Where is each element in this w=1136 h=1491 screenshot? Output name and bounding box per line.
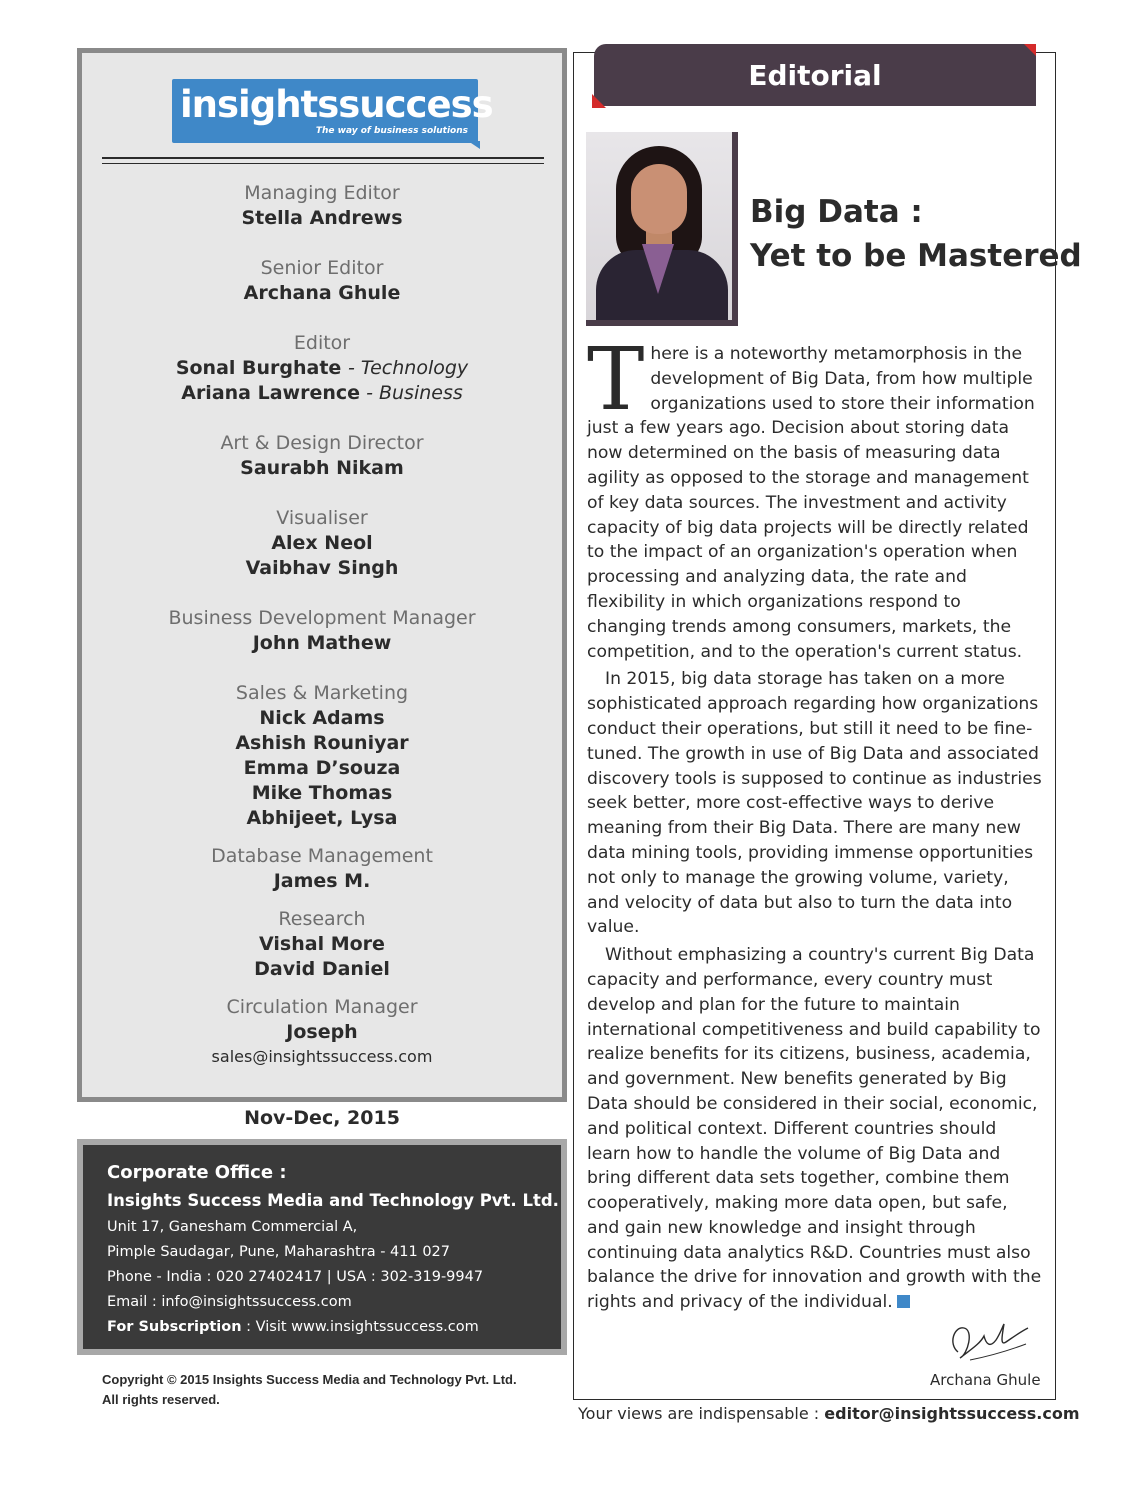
drop-cap: T	[587, 330, 645, 430]
sales-email-link[interactable]: sales@insightssuccess.com	[211, 1047, 433, 1066]
headline-line: Yet to be Mastered	[750, 238, 1082, 274]
staff-name: David Daniel	[254, 958, 390, 980]
staff-role: Business Development Manager	[168, 607, 476, 629]
logo-tail-decoration	[468, 141, 480, 149]
staff-name: Sonal Burghate	[175, 357, 342, 379]
corporate-title: Corporate Office :	[107, 1162, 287, 1183]
views-label: Your views are indispensable :	[578, 1404, 825, 1423]
staff-name: Archana Ghule	[243, 282, 401, 304]
staff-name: Emma D’souza	[243, 757, 401, 779]
staff-name: John Mathew	[252, 632, 392, 654]
signature-image	[940, 1314, 1030, 1370]
paragraph-text: Without emphasizing a country's current Big Data capacity and performance, every country must develop and plan for the future to maintain international competitiveness and build capability to realize benefits for its citizens, business, academia, and government. New benefits generated by Big Data should be considered in their social, economic, and political context. Different countries should learn how to handle the volume of Big Data and bring different data sets together, combine them cooperatively, making more data open, but safe, and gain new knowledge and insight through continuing data analytics R&D. Countries must also balance the drive for innovation and growth with the rights and privacy of the individual.	[587, 945, 1042, 1313]
corporate-office-box	[77, 1139, 567, 1355]
corporate-company: Insights Success Media and Technology Pvt. Ltd.	[107, 1191, 559, 1210]
staff-name: Mike Thomas	[251, 782, 393, 804]
staff-name-entry	[82, 381, 562, 406]
end-of-article-icon	[897, 1295, 910, 1308]
staff-name: Vishal More	[259, 933, 385, 955]
corporate-email-link[interactable]: Email : info@insightssuccess.com	[107, 1294, 352, 1310]
staff-department: - Technology	[347, 357, 469, 379]
issue-date: Nov-Dec, 2015	[244, 1107, 400, 1129]
staff-role: Research	[278, 908, 366, 930]
staff-role: Senior Editor	[260, 257, 384, 279]
headline-line: Big Data :	[750, 194, 923, 230]
editorial-body	[587, 330, 1045, 1318]
logo-wordmark: insightssuccess	[180, 83, 493, 126]
staff-name: James M.	[273, 870, 371, 892]
divider-rule	[102, 157, 544, 159]
body-paragraph	[587, 943, 1045, 1315]
staff-role: Visualiser	[276, 507, 368, 529]
staff-department: - Business	[360, 382, 463, 404]
insights-success-logo[interactable]	[172, 79, 493, 143]
staff-name: Alex Neol	[271, 532, 373, 554]
staff-role: Managing Editor	[244, 182, 400, 204]
staff-role: Editor	[293, 332, 351, 354]
corporate-address-line: Unit 17, Ganesham Commercial A,	[107, 1219, 358, 1235]
copyright-notice	[102, 1370, 517, 1410]
staff-list	[82, 181, 562, 1069]
staff-name-entry	[82, 356, 562, 381]
editor-photo	[586, 132, 738, 326]
staff-role: Sales & Marketing	[235, 682, 409, 704]
corporate-phone: Phone - India : 020 27402417 | USA : 302-319-9947	[107, 1269, 484, 1285]
staff-name: Ariana Lawrence	[181, 382, 361, 404]
staff-name: Stella Andrews	[241, 207, 403, 229]
subscription-line[interactable]	[107, 1315, 561, 1340]
subscription-text: : Visit www.insightssuccess.com	[241, 1319, 479, 1335]
copyright-line: All rights reserved.	[102, 1392, 220, 1407]
corporate-address-line: Pimple Saudagar, Pune, Maharashtra - 411 027	[107, 1244, 450, 1260]
body-paragraph	[587, 330, 1045, 664]
signature-name: Archana Ghule	[930, 1371, 1041, 1389]
staff-name: Ashish Rouniyar	[235, 732, 409, 754]
staff-role: Circulation Manager	[226, 996, 418, 1018]
copyright-line: Copyright © 2015 Insights Success Media and Technology Pvt. Ltd.	[102, 1372, 517, 1387]
subscription-label: For Subscription	[107, 1319, 242, 1335]
editorial-banner-title: Editorial	[748, 59, 882, 92]
corner-accent	[1024, 44, 1036, 56]
views-line	[578, 1404, 1080, 1423]
paragraph-text: here is a noteworthy metamorphosis in the development of Big Data, from how multiple organizations used to store their information just a few years ago. Decision about storing data now determined on the basis of measuring data agility as opposed to the storage and management of key data sources. The investment and activity capacity of big data projects will be directly related to the impact of an organization's operation when processing and analyzing data, the rate and flexibility in which organizations respond to changing trends among consumers, markets, the competition, and to the operation's current status.	[587, 344, 1035, 662]
editorial-banner	[594, 44, 1036, 106]
body-paragraph: In 2015, big data storage has taken on a more sophisticated approach regarding how organizations conduct their operations, but still it need to be fine-tuned. The growth in use of Big Data and associated discovery tools is supposed to continue as industries seek better, more cost-effective ways to derive meaning from their Big Data. There are many new data mining tools, providing immense opportunities not only to manage the growing volume, variety, and velocity of data but also to turn the data into value.	[587, 669, 1042, 938]
masthead-panel	[77, 48, 567, 1102]
staff-name: Saurabh Nikam	[240, 457, 404, 479]
corner-accent	[592, 94, 606, 108]
logo-tagline: The way of business solutions	[315, 126, 468, 136]
staff-role: Art & Design Director	[220, 432, 424, 454]
staff-name: Vaibhav Singh	[245, 557, 399, 579]
staff-role: Database Management	[211, 845, 433, 867]
staff-name: Joseph	[286, 1021, 358, 1043]
editorial-headline	[750, 190, 1082, 278]
staff-name: Nick Adams	[259, 707, 385, 729]
editor-email-link[interactable]: editor@insightssuccess.com	[824, 1404, 1080, 1423]
staff-name: Abhijeet, Lysa	[246, 807, 398, 829]
divider-rule	[102, 163, 544, 164]
